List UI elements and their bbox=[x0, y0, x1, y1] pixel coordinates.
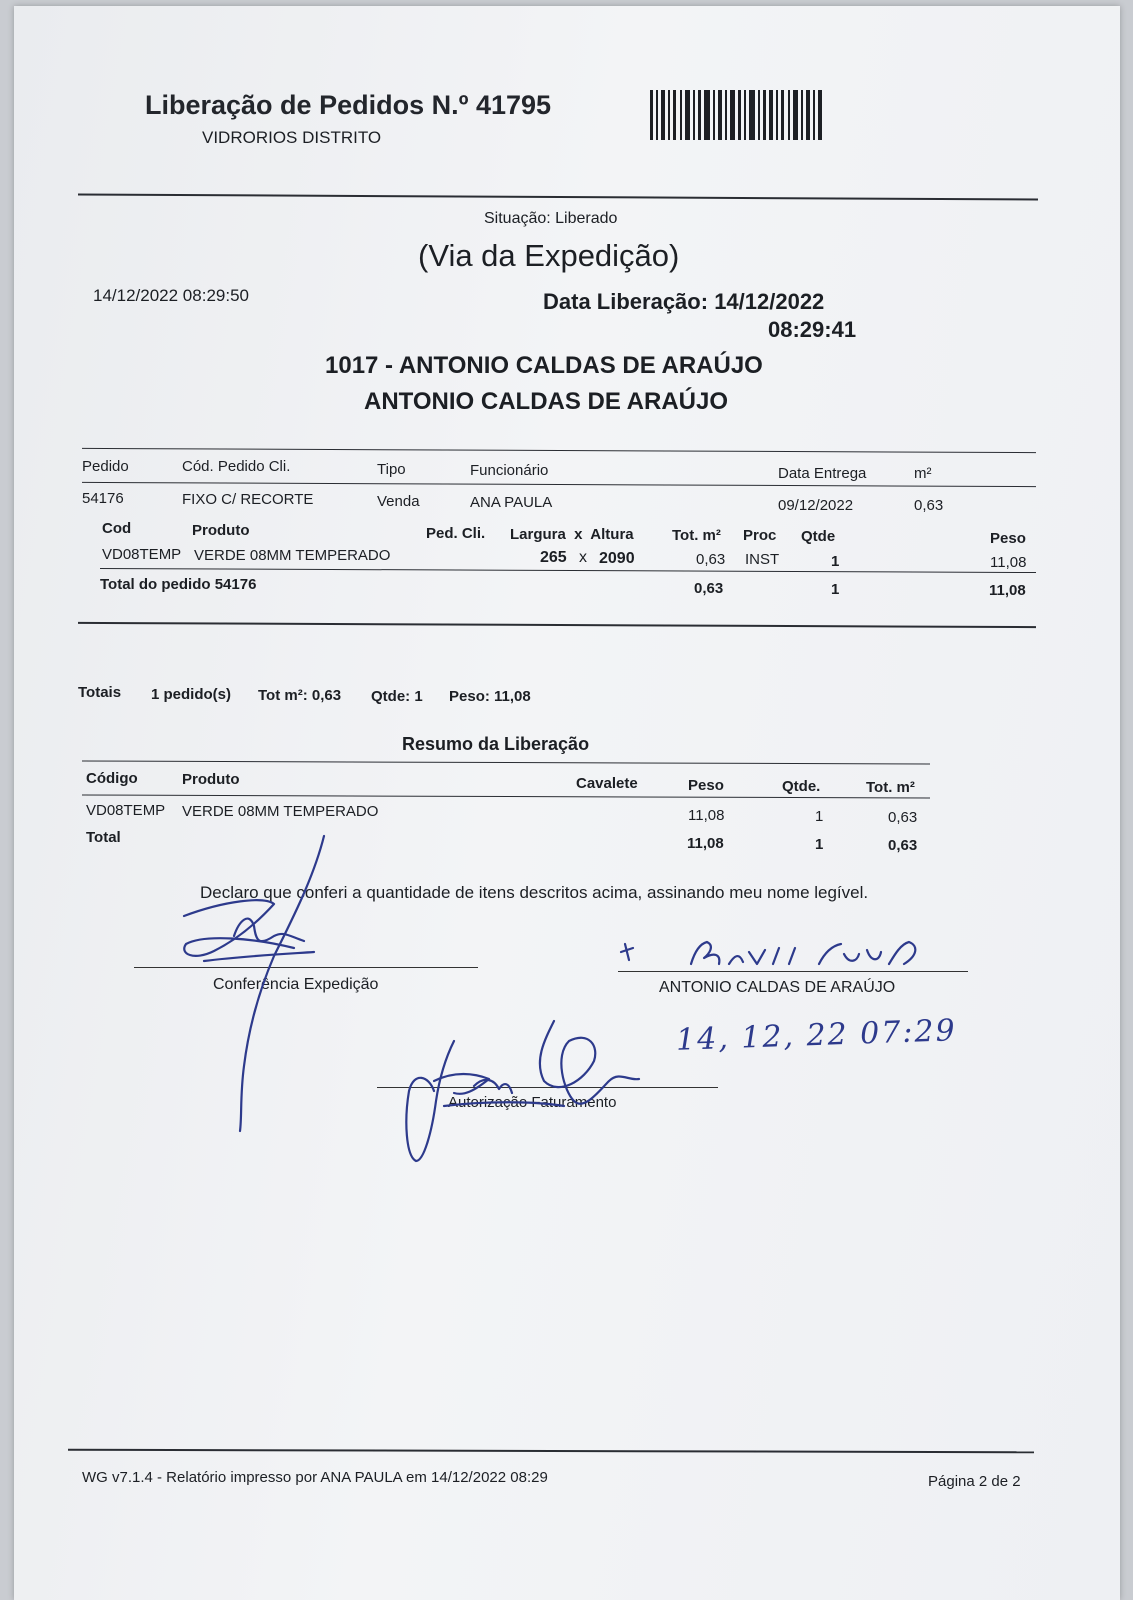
order-m2: 0,63 bbox=[914, 497, 944, 514]
col-tipo-header: Tipo bbox=[377, 461, 406, 478]
item-total-rule bbox=[100, 568, 1036, 573]
summary-col-peso-header: Peso bbox=[688, 777, 724, 794]
summary-col-tot-m2-header: Tot. m² bbox=[866, 779, 915, 796]
summary-total-label: Total bbox=[86, 829, 121, 846]
summary-col-qtde-header: Qtde. bbox=[782, 778, 821, 795]
client-signature bbox=[619, 934, 949, 974]
document-title: Liberação de Pedidos N.º 41795 bbox=[145, 90, 552, 120]
item-peso: 11,08 bbox=[990, 554, 1027, 571]
release-date-label: Data Liberação: 14/12/2022 bbox=[543, 289, 825, 314]
col-cod-pedido-cli-header: Cód. Pedido Cli. bbox=[182, 458, 291, 475]
item-col-ped-cli-header: Ped. Cli. bbox=[426, 525, 486, 542]
summary-col-cavalete-header: Cavalete bbox=[576, 775, 638, 792]
status-label: Situação: Liberado bbox=[484, 210, 618, 227]
summary-total-tot-m2: 0,63 bbox=[888, 837, 918, 854]
summary-tot-m2: 0,63 bbox=[888, 809, 918, 826]
summary-col-codigo-header: Código bbox=[86, 770, 138, 787]
item-col-tot-m2-header: Tot. m² bbox=[672, 527, 721, 544]
order-tipo: Venda bbox=[377, 493, 420, 510]
item-col-peso-header: Peso bbox=[990, 530, 1026, 547]
copy-label: (Via da Expedição) bbox=[418, 238, 680, 273]
col-m2-header: m² bbox=[914, 465, 932, 482]
summary-qtde: 1 bbox=[815, 808, 824, 825]
summary-col-produto-header: Produto bbox=[182, 771, 240, 788]
summary-title: Resumo da Liberação bbox=[402, 734, 590, 754]
item-col-largura-altura-header: Largura x Altura bbox=[510, 526, 634, 543]
summary-top-rule bbox=[82, 761, 930, 765]
footer-rule bbox=[68, 1449, 1034, 1454]
conferencia-label: Conferência Expedição bbox=[213, 976, 379, 993]
totals-pedidos: 1 pedido(s) bbox=[151, 686, 232, 703]
conferencia-signature bbox=[164, 826, 364, 1146]
totals-peso: Peso: 11,08 bbox=[449, 688, 531, 705]
item-col-qtde-header: Qtde bbox=[801, 528, 836, 545]
declaration-text: Declaro que conferi a quantidade de itens descritos acima, assinando meu nome legível. bbox=[200, 883, 869, 902]
item-col-cod-header: Cod bbox=[102, 520, 132, 537]
item-proc: INST bbox=[745, 551, 780, 568]
col-funcionario-header: Funcionário bbox=[470, 462, 549, 479]
item-col-proc-header: Proc bbox=[743, 527, 777, 544]
summary-produto: VERDE 08MM TEMPERADO bbox=[182, 803, 379, 820]
order-cod-pedido-cli: FIXO C/ RECORTE bbox=[182, 491, 314, 508]
autorizacao-label: Autorização Faturamento bbox=[448, 1094, 617, 1111]
item-produto: VERDE 08MM TEMPERADO bbox=[194, 547, 391, 564]
order-table-top-rule bbox=[82, 448, 1036, 453]
order-header-rule bbox=[82, 482, 1036, 487]
item-col-produto-header: Produto bbox=[192, 522, 250, 539]
barcode bbox=[650, 90, 822, 140]
summary-total-qtde: 1 bbox=[815, 836, 824, 853]
item-largura: 265 bbox=[540, 549, 567, 566]
header-divider bbox=[78, 193, 1038, 200]
item-altura: 2090 bbox=[599, 550, 635, 567]
client-name: ANTONIO CALDAS DE ARAÚJO bbox=[364, 388, 729, 415]
order-total-label: Total do pedido 54176 bbox=[100, 576, 257, 593]
item-x: x bbox=[579, 549, 587, 566]
order-table-bottom-rule bbox=[78, 622, 1036, 628]
item-qtde: 1 bbox=[831, 553, 840, 570]
footer-print-info: WG v7.1.4 - Relatório impresso por ANA PAULA em 14/12/2022 08:29 bbox=[82, 1469, 548, 1486]
footer-page-number: Página 2 de 2 bbox=[928, 1473, 1021, 1490]
item-cod: VD08TEMP bbox=[102, 546, 182, 563]
totals-tot-m2: Tot m²: 0,63 bbox=[258, 687, 342, 704]
col-data-entrega-header: Data Entrega bbox=[778, 465, 867, 482]
order-total-peso: 11,08 bbox=[989, 582, 1026, 599]
order-pedido: 54176 bbox=[82, 490, 124, 507]
order-data-entrega: 09/12/2022 bbox=[778, 497, 854, 514]
item-tot-m2: 0,63 bbox=[696, 551, 726, 568]
document-page bbox=[14, 6, 1120, 1600]
totals-qtde: Qtde: 1 bbox=[371, 688, 423, 705]
client-code-name: 1017 - ANTONIO CALDAS DE ARAÚJO bbox=[325, 352, 763, 379]
autorizacao-signature bbox=[394, 1001, 654, 1171]
release-time: 08:29:41 bbox=[768, 317, 857, 342]
order-total-m2: 0,63 bbox=[694, 580, 724, 597]
summary-peso: 11,08 bbox=[688, 807, 725, 824]
company-name: VIDRORIOS DISTRITO bbox=[202, 128, 382, 147]
summary-header-rule bbox=[82, 795, 930, 799]
client-signature-name: ANTONIO CALDAS DE ARAÚJO bbox=[659, 979, 896, 996]
summary-codigo: VD08TEMP bbox=[86, 802, 166, 819]
order-total-qtde: 1 bbox=[831, 581, 840, 598]
handwritten-date: 14, 12, 22 07:29 bbox=[675, 1013, 958, 1058]
summary-total-peso: 11,08 bbox=[687, 835, 724, 852]
order-funcionario: ANA PAULA bbox=[470, 494, 553, 511]
printed-datetime: 14/12/2022 08:29:50 bbox=[93, 286, 249, 305]
col-pedido-header: Pedido bbox=[82, 458, 129, 475]
totals-label: Totais bbox=[78, 684, 122, 701]
